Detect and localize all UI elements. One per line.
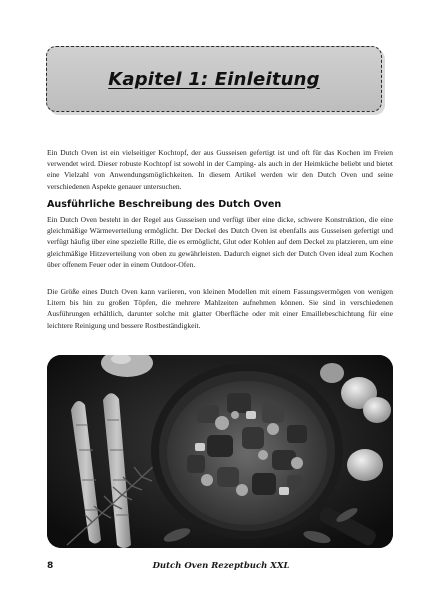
intro-paragraph: Ein Dutch Oven ist ein vielseitiger Kochtopf, der aus Gusseisen gefertigt ist und oft für das Kochen im Freien verwendet wird. Dieser robuste Kochtopf ist sowohl in der Camping- als auch in der Heimküche beliebt und bietet eine Vielzahl von Anwendungsmöglichkeiten. In diesem Artikel werden wir den Dutch Oven und seine verschiedenen Aspekte genauer untersuchen. [47,148,393,191]
book-title: Dutch Oven Rezeptbuch XXL [152,561,290,571]
dutch-oven-photo [47,355,393,548]
description-paragraph-1: Ein Dutch Oven besteht in der Regel aus Gusseisen und verfügt über eine dicke, schwere Konstruktion, die eine gleichmäßige Wärmeverteilung ermöglicht. Der Deckel des Dutch Oven ist ebenfalls aus Gusseisen gefertigt und verfügt häufig über eine spezielle Rille, die es ermöglicht, Glut oder Kohlen auf dem Deckel zu platzieren, um eine gleichmäßige Hitzeverteilung von oben zu gewährleisten. Dadurch eignet sich der Dutch Oven ideal zum Kochen über offenem Feuer oder in einem Outdoor-Ofen. [47,215,393,269]
dutch-oven-photo-illustration [47,355,393,548]
chapter-title-box [46,46,382,112]
chapter-title: Kapitel 1: Einleitung [108,68,320,90]
page-number: 8 [47,561,54,571]
description-paragraph-2: Die Größe eines Dutch Oven kann variieren, von kleinen Modellen mit einem Fassungsvermögen von wenigen Litern bis hin zu großen Töpfen, die mehrere Mahlzeiten aufnehmen können. Sie sind in verschiedenen Ausführungen erhältlich, darunter solche mit glatter Oberfläche oder mit einer Emaillebeschichtung für eine leichtere Reinigung und bessere Rostbeständigkeit. [47,287,393,330]
section-heading: Ausführliche Beschreibung des Dutch Oven [47,199,282,210]
